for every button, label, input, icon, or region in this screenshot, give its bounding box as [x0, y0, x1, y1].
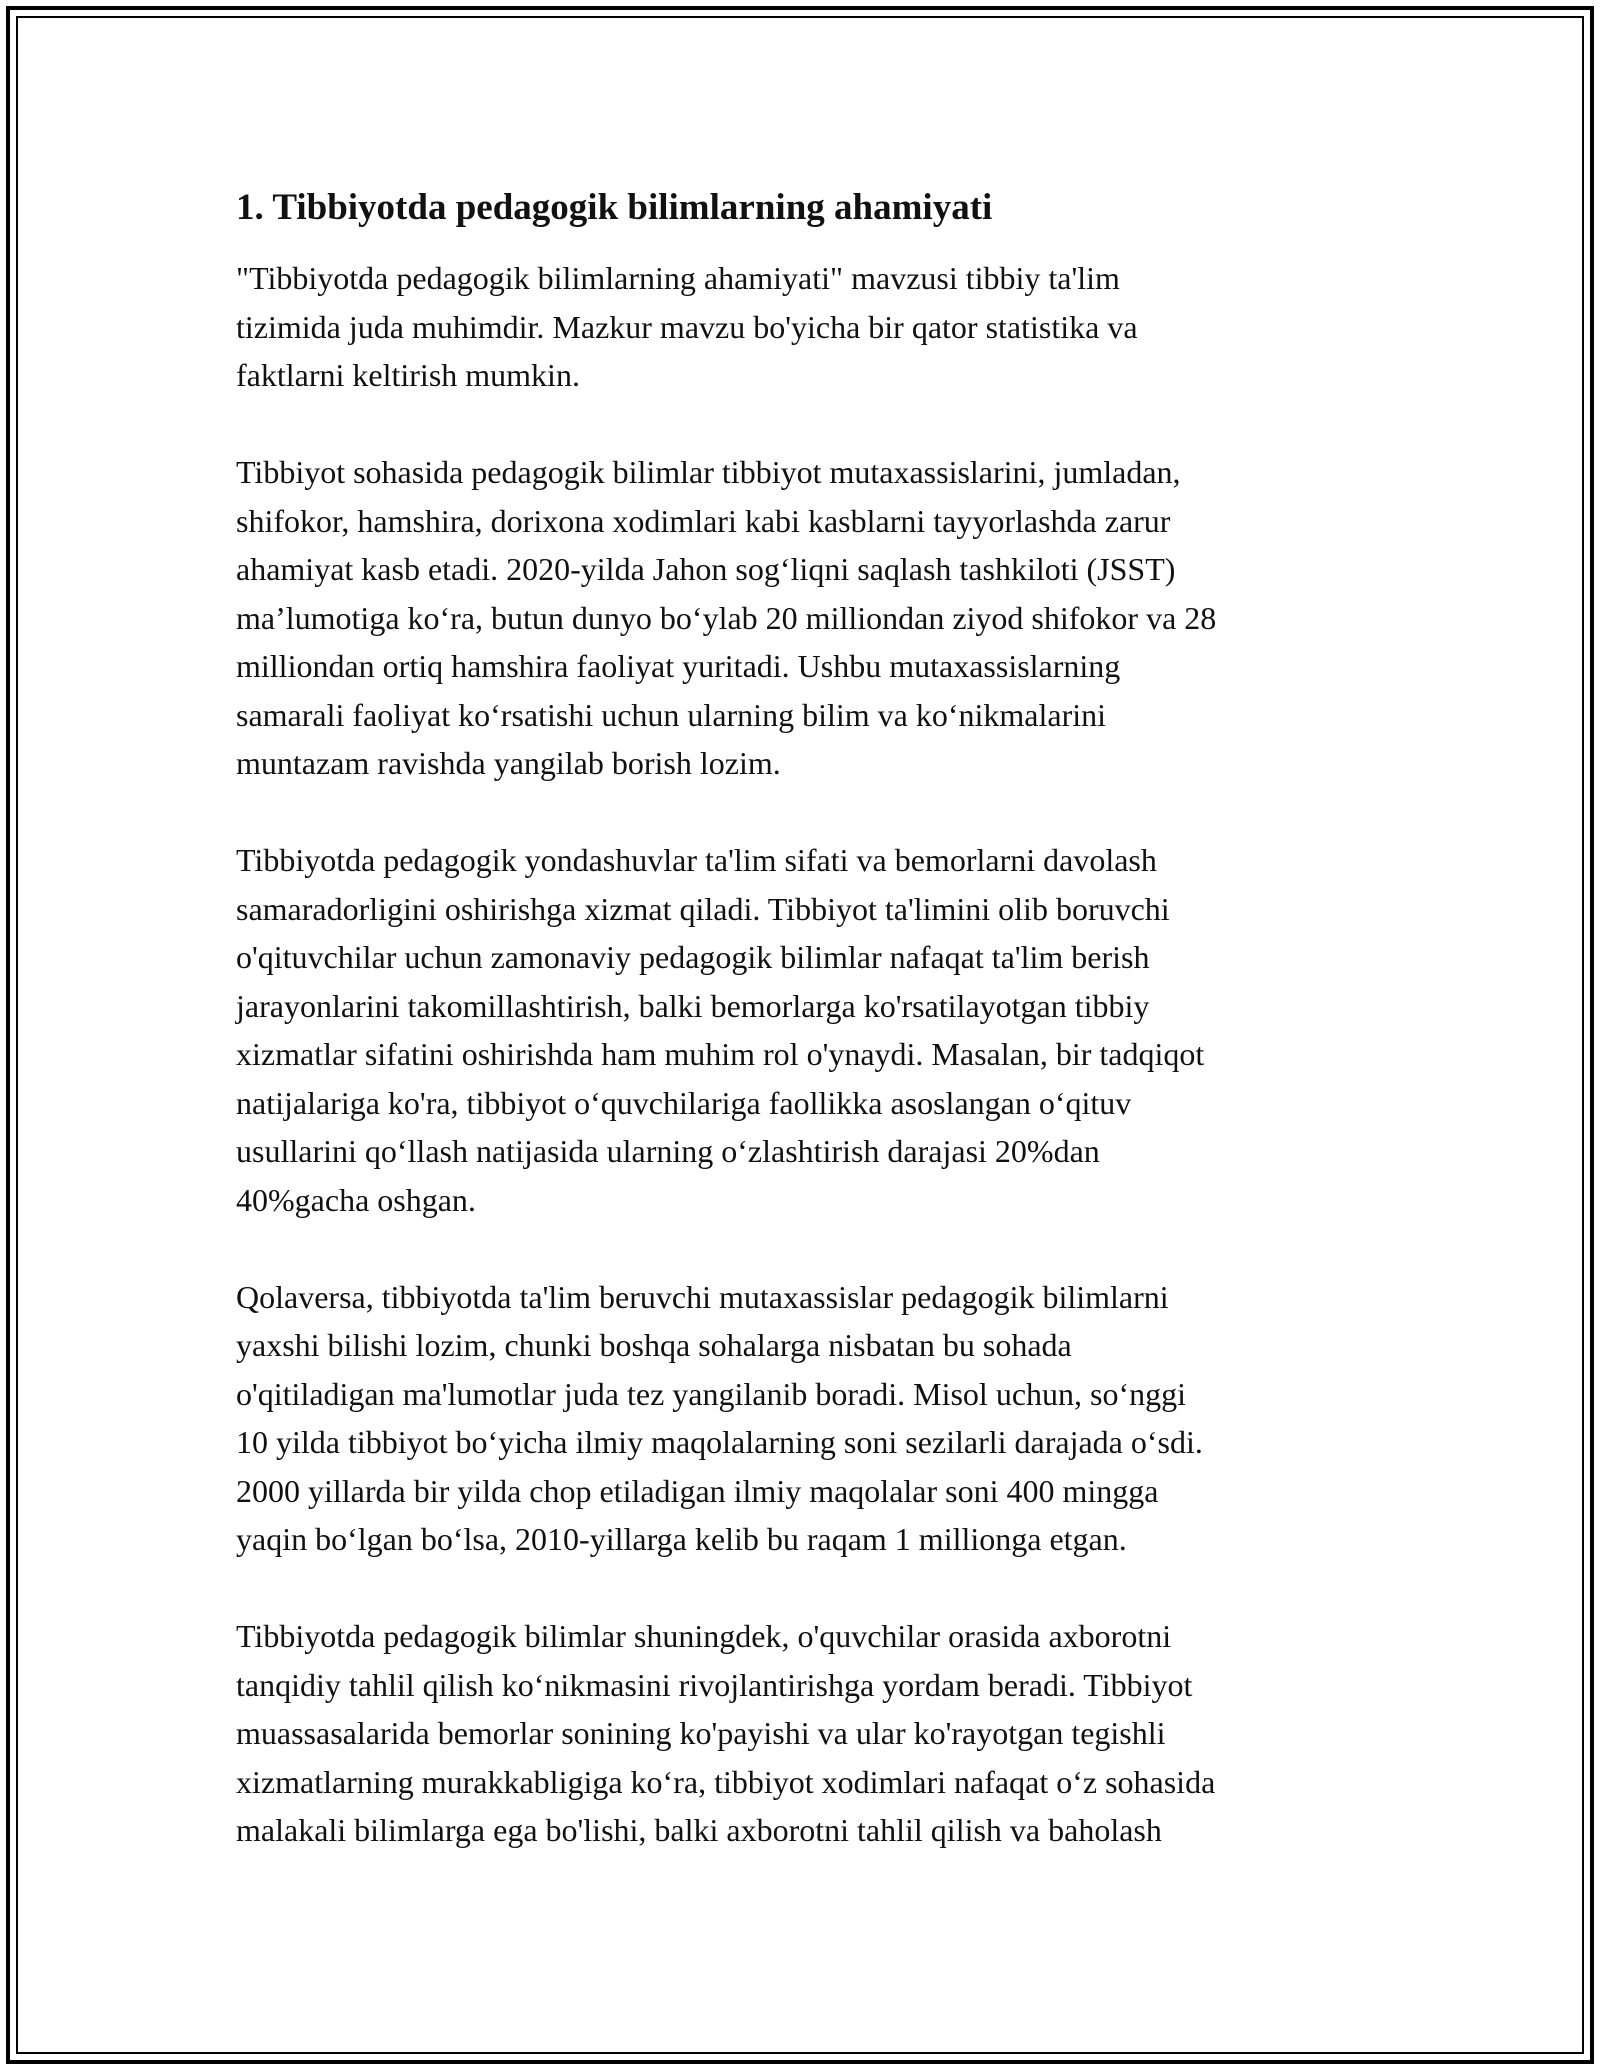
paragraph-line: Qolaversa, tibbiyotda ta'lim beruvchi mutaxassislar pedagogik bilimlarni: [236, 1278, 1169, 1315]
paragraph-line: Tibbiyotda pedagogik yondashuvlar ta'lim sifati va bemorlarni davolash: [236, 842, 1157, 878]
paragraph-line: faktlarni keltirish mumkin.: [236, 357, 580, 393]
paragraph-line: natijalariga ko'ra, tibbiyot o‘quvchilariga faollikka asoslangan o‘qituv: [236, 1084, 1132, 1121]
paragraph-line: tizimida juda muhimdir. Mazkur mavzu bo'yicha bir qator statistika va: [236, 308, 1138, 345]
paragraph-line: yaxshi bilishi lozim, chunki boshqa sohalarga nisbatan bu sohada: [236, 1327, 1072, 1363]
paragraph-line: xizmatlar sifatini oshirishda ham muhim rol o'ynaydi. Masalan, bir tadqiqot: [236, 1036, 1205, 1072]
paragraph-line: yaqin bo‘lgan bo‘lsa, 2010-yillarga kelib bu raqam 1 millionga etgan.: [236, 1521, 1127, 1557]
paragraph-line: shifokor, hamshira, dorixona xodimlari kabi kasblarni tayyorlashda zarur: [236, 502, 1171, 539]
paragraph-line: Tibbiyot sohasida pedagogik bilimlar tibbiyot mutaxassislarini, jumladan,: [236, 454, 1181, 490]
paragraph-line: 10 yilda tibbiyot bo‘yicha ilmiy maqolalarning soni sezilarli darajada o‘sdi.: [236, 1424, 1203, 1460]
paragraph-line: o'qituvchilar uchun zamonaviy pedagogik bilimlar nafaqat ta'lim berish: [236, 939, 1150, 975]
paragraph-line: xizmatlarning murakkabligiga ko‘ra, tibbiyot xodimlari nafaqat o‘z sohasida: [236, 1763, 1216, 1800]
document-body: [236, 184, 1376, 1903]
paragraph-line: "Tibbiyotda pedagogik bilimlarning ahamiyati" mavzusi tibbiy ta'lim: [236, 260, 1120, 296]
paragraph-line: muntazam ravishda yangilab borish lozim.: [236, 745, 781, 781]
paragraph-line: o'qitiladigan ma'lumotlar juda tez yangilanib boradi. Misol uchun, so‘nggi: [236, 1375, 1187, 1412]
paragraph-line: tanqidiy tahlil qilish ko‘nikmasini rivojlantirishga yordam beradi. Tibbiyot: [236, 1666, 1193, 1703]
paragraph-line: samaradorligini oshirishga xizmat qiladi. Tibbiyot ta'limini olib boruvchi: [236, 890, 1170, 927]
paragraph-line: Tibbiyotda pedagogik bilimlar shuningdek, o'quvchilar orasida axborotni: [236, 1618, 1172, 1654]
paragraph-line: samarali faoliyat ko‘rsatishi uchun ularning bilim va ko‘nikmalarini: [236, 696, 1106, 733]
paragraph-line: malakali bilimlarga ega bo'lishi, balki axborotni tahlil qilish va baholash: [236, 1812, 1162, 1848]
paragraph-line: ma’lumotiga ko‘ra, butun dunyo bo‘ylab 20 milliondan ziyod shifokor va 28: [236, 599, 1217, 636]
paragraph-line: muassasalarida bemorlar sonining ko'payishi va ular ko'rayotgan tegishli: [236, 1715, 1166, 1751]
paragraph-4: [236, 1273, 1376, 1564]
paragraph-line: ahamiyat kasb etadi. 2020-yilda Jahon sog‘liqni saqlash tashkiloti (JSST): [236, 551, 1176, 587]
paragraph-5: [236, 1612, 1376, 1855]
section-heading: 1. Tibbiyotda pedagogik bilimlarning ahamiyati: [236, 187, 993, 228]
paragraph-line: jarayonlarini takomillashtirish, balki bemorlarga ko'rsatilayotgan tibbiy: [236, 987, 1150, 1024]
paragraph-line: milliondan ortiq hamshira faoliyat yuritadi. Ushbu mutaxassislarning: [236, 648, 1121, 684]
paragraph-2: [236, 448, 1376, 788]
paragraph-line: 40%gacha oshgan.: [236, 1181, 476, 1218]
paragraph-1: [236, 254, 1376, 400]
paragraph-3: [236, 836, 1376, 1224]
paragraph-line: usullarini qo‘llash natijasida ularning o‘zlashtirish darajasi 20%dan: [236, 1133, 1100, 1169]
paragraph-line: 2000 yillarda bir yilda chop etiladigan ilmiy maqolalar soni 400 mingga: [236, 1472, 1159, 1509]
